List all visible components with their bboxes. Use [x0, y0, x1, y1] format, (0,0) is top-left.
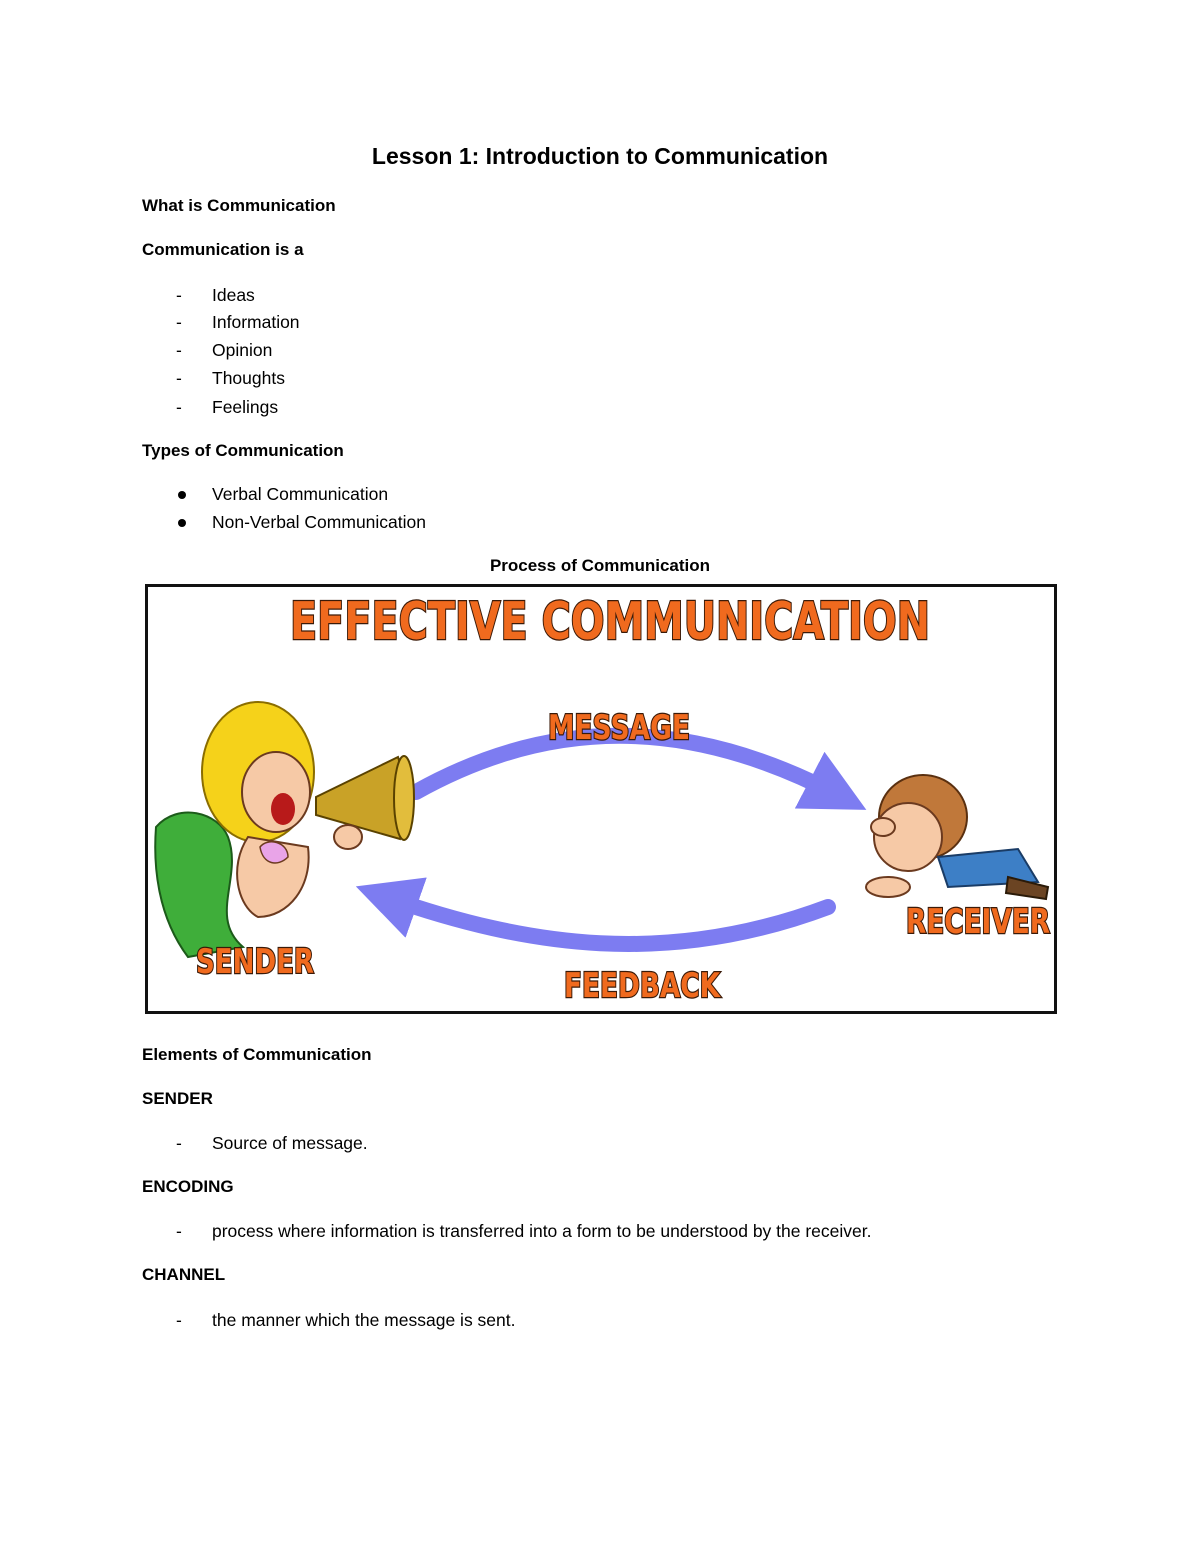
- element-definition: [176, 1221, 872, 1242]
- list-item-label: Feelings: [212, 397, 279, 417]
- list-item: [176, 340, 272, 361]
- bullet-item: [176, 484, 388, 505]
- dash-marker: -: [176, 397, 182, 417]
- communication-process-figure: [145, 584, 1057, 1014]
- list-item: [176, 312, 300, 333]
- list-item-label: Information: [212, 312, 300, 332]
- receiver-figure: [866, 775, 1048, 899]
- dash-marker: -: [176, 285, 182, 305]
- definition-text: Source of message.: [212, 1133, 368, 1153]
- dash-marker: -: [176, 1221, 182, 1241]
- what-is-heading: What is Communication: [142, 196, 336, 215]
- element-term-channel: CHANNEL: [142, 1265, 226, 1284]
- list-item-label: Opinion: [212, 340, 273, 360]
- elements-heading: Elements of Communication: [142, 1045, 372, 1064]
- dash-marker: -: [176, 312, 182, 332]
- dash-marker: -: [176, 1310, 182, 1330]
- feedback-label: FEEDBACK: [564, 966, 722, 1006]
- element-definition: [176, 1310, 516, 1331]
- figure-title: EFFECTIVE COMMUNICATION: [290, 592, 930, 652]
- process-heading: Process of Communication: [489, 556, 711, 575]
- definition-text: process where information is transferred into a form to be understood by the receiver.: [212, 1221, 872, 1241]
- dash-marker: -: [176, 1133, 182, 1153]
- communication-illustration: [148, 587, 1054, 1011]
- definition-text: the manner which the message is sent.: [212, 1310, 516, 1330]
- bullet-item-label: Verbal Communication: [212, 484, 389, 504]
- receiver-label: RECEIVER: [906, 902, 1050, 942]
- list-item: [176, 285, 255, 306]
- dash-marker: -: [176, 340, 182, 360]
- dash-marker: -: [176, 368, 182, 388]
- list-item: [176, 368, 285, 389]
- bullet-icon: [176, 512, 212, 533]
- element-term-sender: SENDER: [142, 1089, 213, 1108]
- message-label: MESSAGE: [548, 708, 690, 748]
- types-heading: Types of Communication: [142, 441, 344, 460]
- list-item-label: Ideas: [212, 285, 255, 305]
- page-title: Lesson 1: Introduction to Communication: [371, 143, 829, 169]
- communication-is-subheading: Communication is a: [142, 240, 304, 259]
- sender-figure: [155, 702, 414, 957]
- element-definition: [176, 1133, 368, 1154]
- bullet-icon: [176, 484, 212, 505]
- sender-label: SENDER: [196, 942, 314, 982]
- element-term-encoding: ENCODING: [142, 1177, 234, 1196]
- list-item: [176, 397, 278, 418]
- list-item-label: Thoughts: [212, 368, 285, 388]
- bullet-item-label: Non-Verbal Communication: [212, 512, 426, 532]
- feedback-arrow: [386, 897, 828, 944]
- bullet-item: [176, 512, 426, 533]
